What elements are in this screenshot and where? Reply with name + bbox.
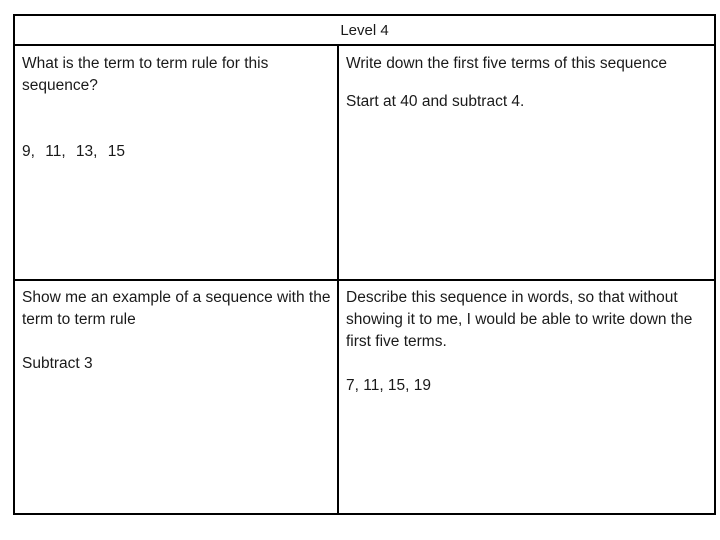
cell-describe-sequence bbox=[346, 287, 708, 397]
cell-question: Write down the first five terms of this sequence bbox=[346, 55, 668, 72]
cell-rule: Subtract 3 bbox=[22, 355, 93, 372]
cell-question: Show me an example of a sequence with the term to term rule bbox=[22, 289, 331, 328]
cell-sequence: 9, 11, 13, 15 bbox=[22, 143, 126, 160]
worksheet-title: Level 4 bbox=[15, 16, 714, 46]
cell-example-sequence bbox=[22, 287, 332, 375]
cell-first-five-terms bbox=[346, 53, 708, 113]
cell-instruction: Start at 40 and subtract 4. bbox=[346, 93, 525, 110]
worksheet-grid bbox=[13, 14, 716, 515]
row-divider bbox=[15, 279, 714, 281]
cell-term-to-term-rule bbox=[22, 53, 332, 163]
cell-question: Describe this sequence in words, so that without showing it to me, I would be able to write down the first five terms. bbox=[346, 289, 693, 350]
cell-question: What is the term to term rule for this sequence? bbox=[22, 55, 269, 94]
cell-sequence: 7, 11, 15, 19 bbox=[346, 377, 432, 394]
